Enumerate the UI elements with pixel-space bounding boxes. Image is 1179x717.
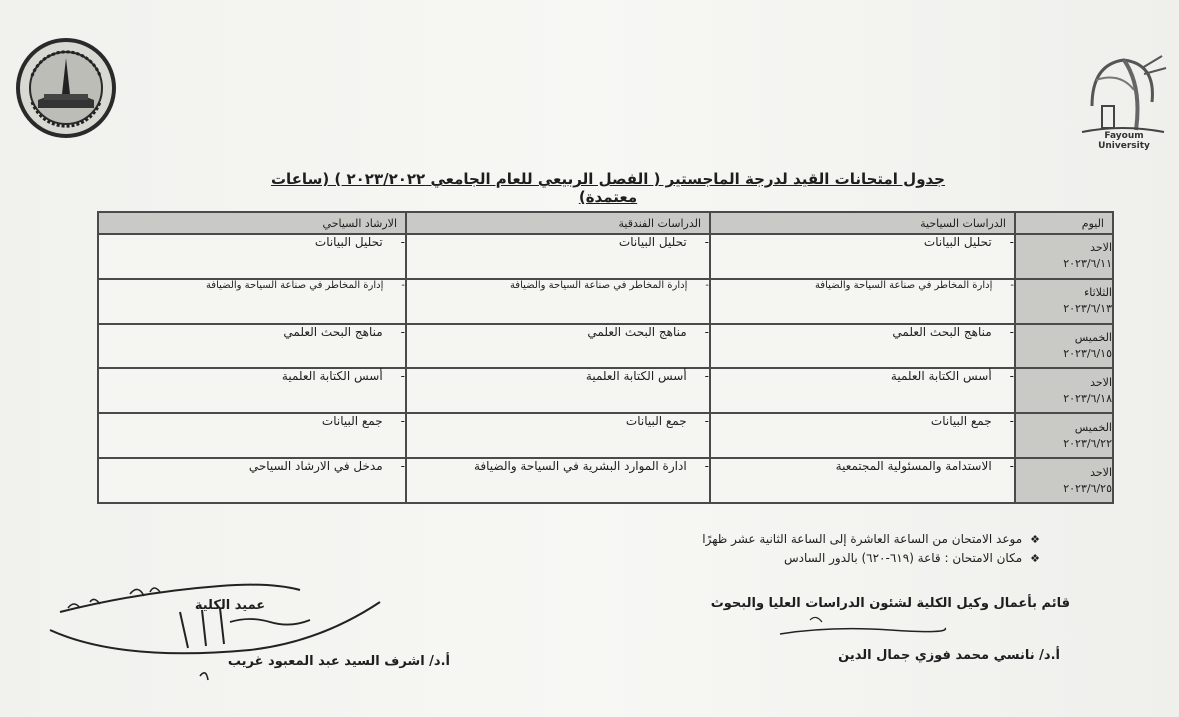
day-name: الخميس	[1074, 331, 1112, 345]
vice-dean-name: أ.د/ نانسي محمد فوزي جمال الدين	[838, 648, 1060, 663]
day-cell	[1015, 458, 1113, 503]
course-name: الاستدامة والمسئولية المجتمعية	[835, 459, 992, 474]
header-tourist-guidance: الارشاد السياحي	[98, 212, 406, 234]
hotel-course-cell: -مناهج البحث العلمي	[406, 324, 710, 369]
diamond-bullet-icon: ❖	[1030, 552, 1040, 565]
course-name: إدارة المخاطر في صناعة السياحة والضيافة	[509, 279, 688, 291]
exam-date: ٢٠٢٣/٦/١١	[1063, 257, 1112, 271]
note-exam-place: ❖مكان الامتحان : قاعة (٦١٩-٦٢٠) بالدور السادس	[783, 551, 1040, 565]
exam-date: ٢٠٢٣/٦/٢٥	[1063, 481, 1112, 495]
diamond-bullet-icon: ❖	[1030, 533, 1040, 546]
header-hotel-studies: الدراسات الفندقية	[406, 212, 710, 234]
table-row	[98, 458, 1113, 503]
course-name: جمع البيانات	[321, 414, 383, 429]
dean-signature	[20, 572, 400, 692]
tourism-course-cell: -تحليل البيانات	[710, 234, 1015, 279]
day-cell	[1015, 324, 1113, 369]
tourism-course-cell: -مناهج البحث العلمي	[710, 324, 1015, 369]
course-name: ادارة الموارد البشرية في السياحة والضيافة	[473, 459, 687, 474]
table-row	[98, 279, 1113, 324]
faculty-seal-logo	[14, 36, 118, 140]
dean-title: عميد الكلية	[194, 598, 266, 613]
dean-name: أ.د/ اشرف السيد عبد المعبود غريب	[227, 654, 450, 669]
course-name: مدخل في الارشاد السياحي	[248, 459, 383, 474]
tourism-course-cell: -جمع البيانات	[710, 413, 1015, 458]
table-header-row	[98, 212, 1113, 234]
day-cell	[1015, 413, 1113, 458]
exam-notes	[640, 530, 1040, 568]
header-tourism-studies: الدراسات السياحية	[710, 212, 1015, 234]
exam-date: ٢٠٢٣/٦/١٨	[1063, 391, 1112, 405]
table-row	[98, 234, 1113, 279]
university-caption: Fayoum University	[1098, 131, 1150, 151]
course-name: تحليل البيانات	[923, 235, 992, 249]
course-name: إدارة المخاطر في صناعة السياحة والضيافة	[814, 279, 993, 291]
guidance-course-cell: -جمع البيانات	[98, 413, 406, 458]
hotel-course-cell: -إدارة المخاطر في صناعة السياحة والضيافة	[406, 279, 710, 324]
day-name: الخميس	[1074, 420, 1112, 434]
exam-date: ٢٠٢٣/٦/٢٢	[1063, 436, 1112, 450]
course-name: مناهج البحث العلمي	[283, 324, 383, 339]
vice-dean-title: قائم بأعمال وكيل الكلية لشئون الدراسات العليا والبحوث	[710, 596, 1070, 611]
hotel-course-cell: -جمع البيانات	[406, 413, 710, 458]
course-name: أسس الكتابة العلمية	[890, 369, 992, 384]
header-day: اليوم	[1015, 212, 1113, 234]
hotel-course-cell: -تحليل البيانات	[406, 234, 710, 279]
table-row	[98, 324, 1113, 369]
guidance-course-cell: -إدارة المخاطر في صناعة السياحة والضيافة	[98, 279, 406, 324]
course-name: مناهج البحث العلمي	[892, 324, 992, 339]
vice-dean-signature	[770, 612, 950, 652]
day-name: الثلاثاء	[1084, 286, 1112, 300]
day-name: الاحد	[1090, 241, 1112, 255]
table-row	[98, 368, 1113, 413]
hotel-course-cell: -ادارة الموارد البشرية في السياحة والضيافة	[406, 458, 710, 503]
tourism-course-cell: -إدارة المخاطر في صناعة السياحة والضيافة	[710, 279, 1015, 324]
day-cell	[1015, 279, 1113, 324]
exam-schedule-table	[97, 211, 1114, 504]
course-name: أسس الكتابة العلمية	[585, 369, 687, 384]
course-name: أسس الكتابة العلمية	[281, 369, 383, 384]
hotel-course-cell: -أسس الكتابة العلمية	[406, 368, 710, 413]
exam-date: ٢٠٢٣/٦/١٣	[1063, 302, 1112, 316]
course-name: مناهج البحث العلمي	[587, 324, 687, 339]
tourism-course-cell: -أسس الكتابة العلمية	[710, 368, 1015, 413]
course-name: تحليل البيانات	[314, 235, 383, 249]
course-name: إدارة المخاطر في صناعة السياحة والضيافة	[205, 279, 384, 291]
guidance-course-cell: -تحليل البيانات	[98, 234, 406, 279]
course-name: جمع البيانات	[930, 414, 992, 429]
day-name: الاحد	[1090, 375, 1112, 389]
day-cell	[1015, 234, 1113, 279]
guidance-course-cell: -مدخل في الارشاد السياحي	[98, 458, 406, 503]
exam-date: ٢٠٢٣/٦/١٥	[1063, 347, 1112, 361]
document-title: جدول امتحانات القيد لدرجة الماجستير ( الفصل الربيعي للعام الجامعي ٢٠٢٣/٢٠٢٢ ) (ساعات معتمدة)	[270, 170, 945, 206]
guidance-course-cell: -أسس الكتابة العلمية	[98, 368, 406, 413]
day-name: الاحد	[1090, 465, 1112, 479]
course-name: تحليل البيانات	[618, 235, 687, 249]
guidance-course-cell: -مناهج البحث العلمي	[98, 324, 406, 369]
course-name: جمع البيانات	[625, 414, 687, 429]
tourism-course-cell: -الاستدامة والمسئولية المجتمعية	[710, 458, 1015, 503]
day-cell	[1015, 368, 1113, 413]
note-exam-time: ❖موعد الامتحان من الساعة العاشرة إلى الساعة الثانية عشر ظهرًا	[702, 532, 1040, 546]
table-row	[98, 413, 1113, 458]
